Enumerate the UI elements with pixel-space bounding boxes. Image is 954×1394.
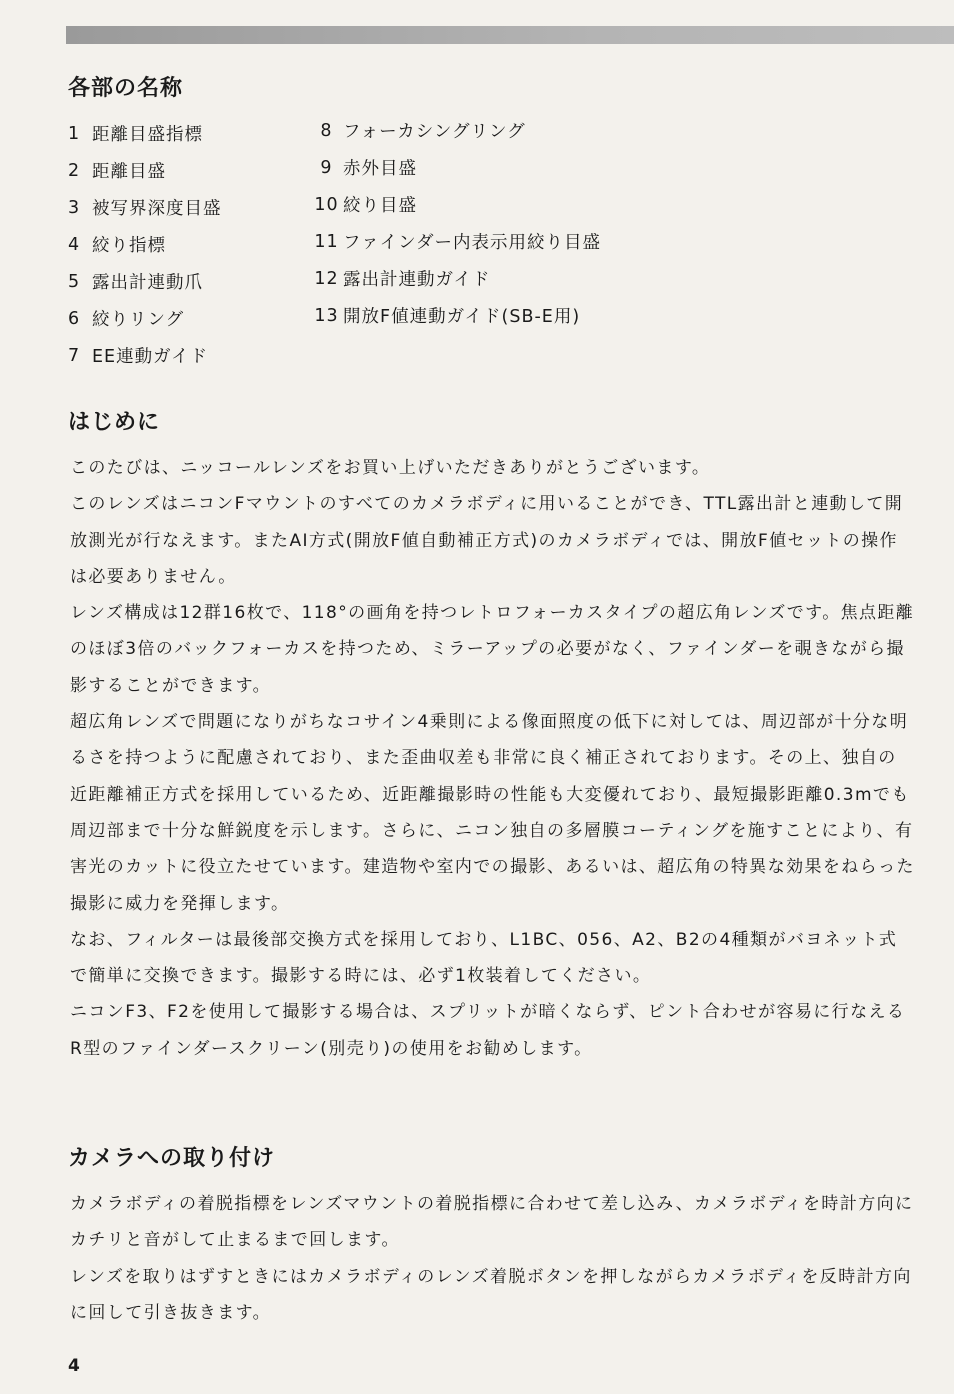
part-item [310, 149, 601, 186]
part-number: 7 [68, 345, 81, 366]
part-number: 13 [314, 305, 339, 326]
header-bar [66, 26, 954, 44]
page-number: 4 [68, 1356, 80, 1376]
part-label: 赤外目盛 [343, 159, 417, 179]
part-number: 3 [68, 197, 81, 218]
part-number: 5 [68, 271, 81, 292]
part-item [68, 226, 222, 263]
paragraph: カメラボディの着脱指標をレンズマウントの着脱指標に合わせて差し込み、カメラボディを時計方向にカチリと音がして止まるまで回します。 [70, 1194, 914, 1251]
paragraph: レンズ構成は12群16枚で、118°の画角を持つレトロフォーカスタイプの超広角レンズです。焦点距離のほぼ3倍のバックフォーカスを持つため、ミラーアップの必要がなく、ファインダーを覗きながら撮影することができます。 [70, 603, 915, 696]
part-label: 距離目盛指標 [92, 125, 203, 145]
part-label: ファインダー内表示用絞り目盛 [343, 233, 601, 253]
paragraph: このたびは、ニッコールレンズをお買い上げいただきありがとうございます。 [70, 458, 711, 478]
part-item [68, 115, 222, 152]
part-number: 1 [68, 123, 81, 144]
part-label: 被写界深度目盛 [92, 199, 222, 219]
paragraph: 超広角レンズで問題になりがちなコサイン4乗則による像面照度の低下に対しては、周辺部が十分な明るさを持つように配慮されており、また歪曲収差も非常に良く補正されております。その上、独自の近距離補正方式を採用しているため、近距離撮影時の性能も大変優れており、最短撮影距離0.3mでも周辺部まで十分な鮮鋭度を示します。さらに、ニコン独自の多層膜コーティングを施すことにより、有害光のカットに役立たせています。建造物や室内での撮影、あるいは、超広角の特異な効果をねらった撮影に威力を発揮します。 [70, 712, 915, 914]
part-label: EE連動ガイド [92, 347, 209, 367]
paragraph: ニコンF3、F2を使用して撮影する場合は、スプリットが暗くならず、ピント合わせが容易に行なえるR型のファインダースクリーン(別売り)の使用をお勧めします。 [70, 1002, 906, 1059]
parts-list-left [68, 115, 222, 374]
part-item [310, 297, 601, 334]
part-number: 9 [320, 157, 333, 178]
part-item [310, 260, 601, 297]
paragraph: なお、フィルターは最後部交換方式を採用しており、L1BC、056、A2、B2の4種類がバヨネット式で簡単に交換できます。撮影する時には、必ず1枚装着してください。 [70, 929, 898, 987]
part-number: 11 [314, 231, 339, 252]
part-number: 12 [314, 268, 339, 289]
part-number: 10 [314, 194, 339, 215]
part-item [68, 263, 222, 300]
part-label: 開放F値連動ガイド(SB-E用) [343, 307, 581, 327]
mount-text [70, 1186, 915, 1331]
part-item [68, 152, 222, 189]
part-item [310, 223, 601, 260]
parts-heading: 各部の名称 [68, 76, 184, 101]
part-label: 絞り目盛 [343, 196, 417, 216]
paragraph: このレンズはニコンFマウントのすべてのカメラボディに用いることができ、TTL露出計と連動して開放測光が行なえます。またAI方式(開放F値自動補正方式)のカメラボディでは、開放F値セットの操作は必要ありません。 [70, 494, 904, 587]
intro-heading: はじめに [68, 410, 161, 435]
part-label: 露出計連動ガイド [343, 270, 491, 290]
part-number: 8 [320, 120, 333, 141]
part-label: フォーカシングリング [343, 122, 526, 142]
paragraph: レンズを取りはずすときにはカメラボディのレンズ着脱ボタンを押しながらカメラボディを反時計方向に回して引き抜きます。 [70, 1266, 912, 1323]
part-label: 絞りリング [92, 310, 185, 330]
intro-text [70, 450, 915, 1067]
part-number: 4 [68, 234, 81, 255]
part-label: 露出計連動爪 [92, 273, 203, 293]
parts-list-right [310, 112, 601, 334]
part-item [68, 337, 222, 374]
part-item [68, 189, 222, 226]
part-label: 絞り指標 [92, 236, 166, 256]
mount-heading: カメラへの取り付け [68, 1146, 276, 1171]
part-number: 2 [68, 160, 81, 181]
part-item [310, 186, 601, 223]
part-item [310, 112, 601, 149]
part-label: 距離目盛 [92, 162, 166, 182]
part-item [68, 300, 222, 337]
part-number: 6 [68, 308, 81, 329]
